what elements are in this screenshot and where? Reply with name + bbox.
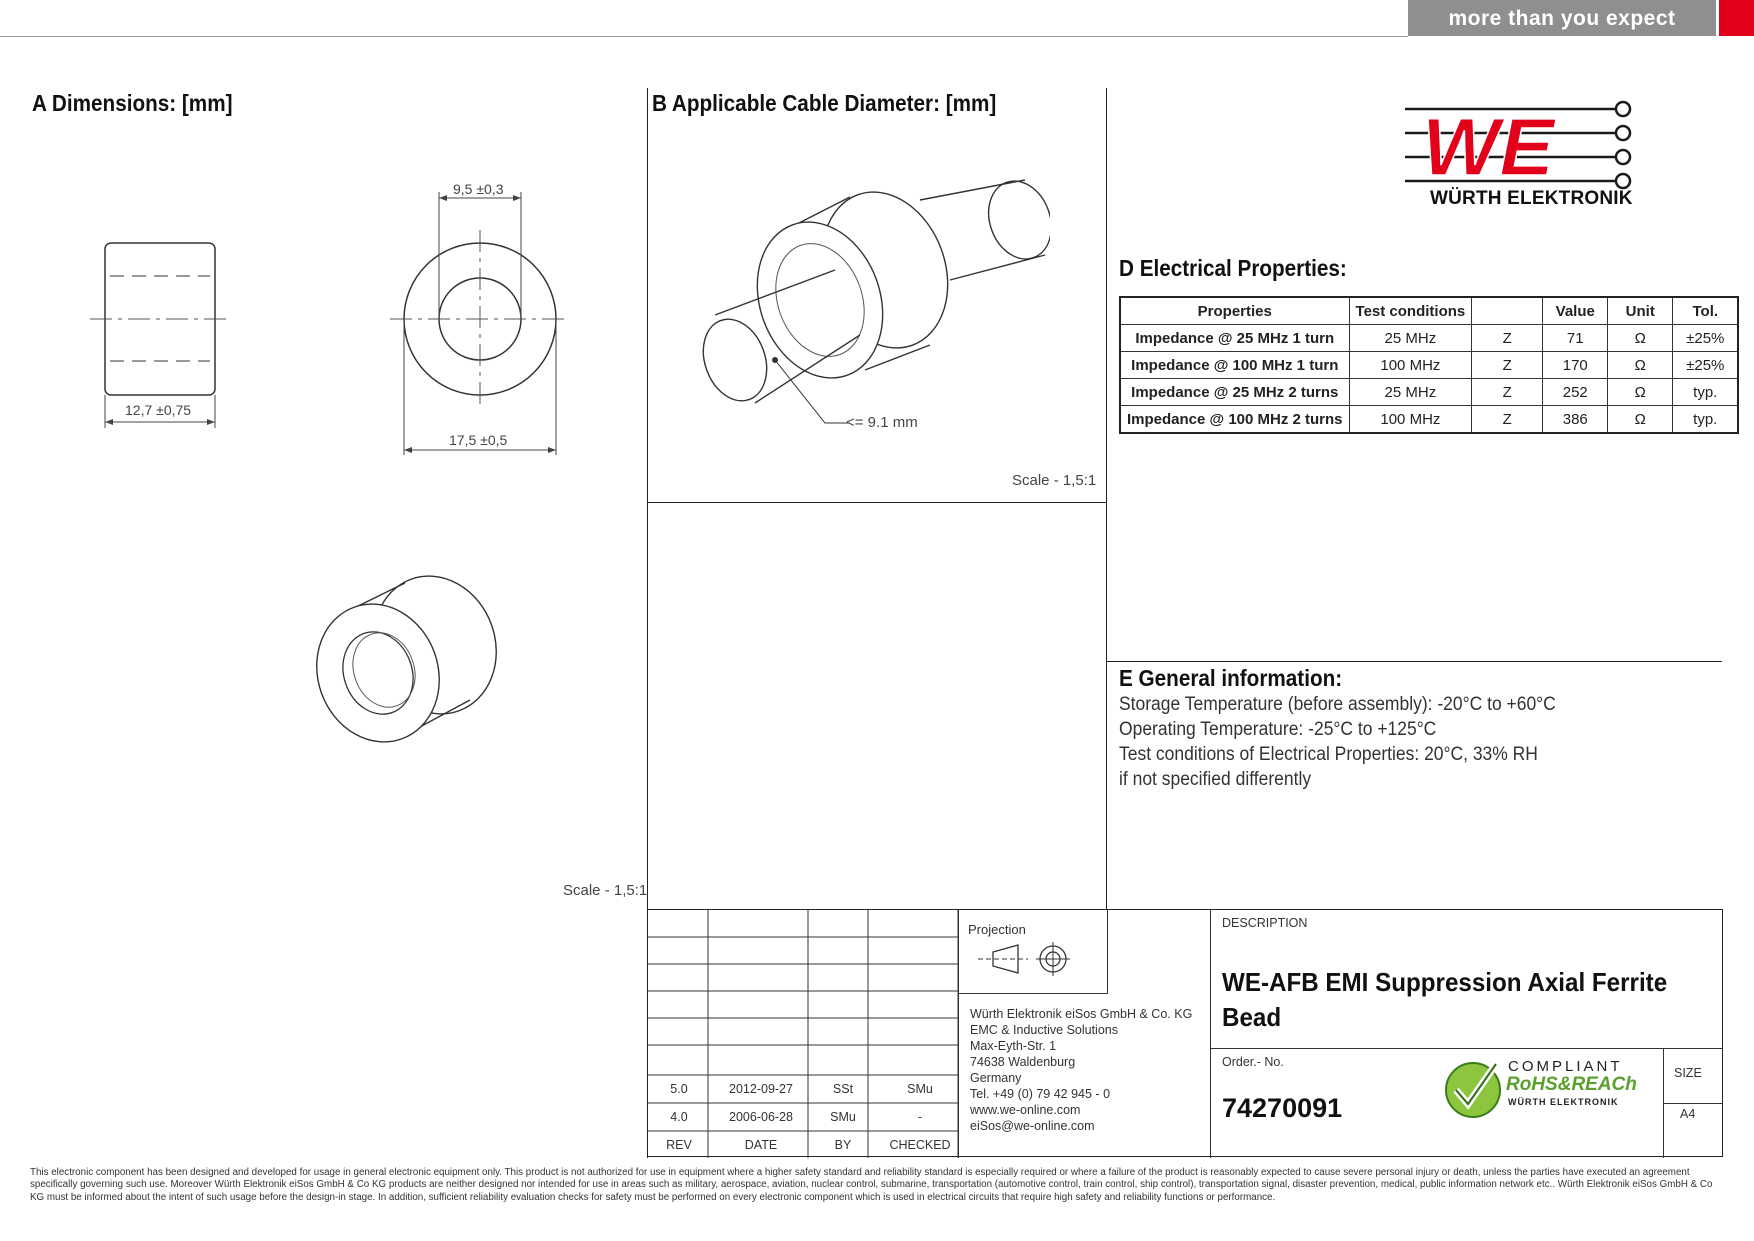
description-label: DESCRIPTION [1222, 916, 1308, 930]
table-cell: 170 [1543, 352, 1608, 379]
size-value: A4 [1680, 1107, 1696, 1121]
table-cell: ±25% [1673, 352, 1739, 379]
table-cell: Impedance @ 100 MHz 2 turns [1120, 406, 1349, 434]
table-cell: Ω [1608, 379, 1673, 406]
dimension-drawing [80, 170, 580, 470]
title-block [647, 909, 1723, 1157]
table-row [1120, 379, 1738, 406]
rev-cell: 2006-06-28 [729, 1110, 793, 1124]
header-rule [0, 36, 1408, 37]
disclaimer-text: This electronic component has been designed and developed for usage in general electronic equipment only. This product is not authorized for use in equipment where a higher safety standard and reliability standard is especially required or where a failure of the product is reasonably expected to cause severe personal injury or death, unless the parties have executed an agreement specifically governing such use. Moreover Würth Elektronik eiSos GmbH & Co KG products are neither designed nor intended for use in areas such as military, aerospace, aviation, nuclear control, submarine, transportation (automotive control, train control, ship control), transportation signal, disaster prevention, medical, public information network etc.. Würth Elektronik eiSos GmbH & Co KG must be informed about the intent of such usage before the design-in stage. In addition, sufficient reliability evaluation checks for safety must be performed on every electronic component which is used in electrical circuits that require high safety and reliability functions or performance. [30, 1167, 1713, 1203]
divider-b-d [1106, 88, 1107, 910]
accent-block [1719, 0, 1754, 36]
section-e-title: E General information: [1119, 665, 1343, 691]
description-line: WE-AFB EMI Suppression Axial Ferrite [1222, 967, 1668, 997]
rev-cell: 2012-09-27 [729, 1082, 793, 1096]
table-cell: 25 MHz [1349, 379, 1472, 406]
divider-b-lower [647, 502, 1107, 503]
company-line: Max-Eyth-Str. 1 [970, 1039, 1057, 1053]
rev-header: CHECKED [889, 1137, 951, 1152]
table-cell: Z [1472, 325, 1543, 352]
section-a-scale: Scale - 1,5:1 [563, 882, 648, 899]
dim-inner-label: 9,5 ±0,3 [453, 181, 504, 197]
info-line-test-conditions: Test conditions of Electrical Properties: 20°C, 33% RH [1119, 744, 1538, 765]
company-line: Tel. +49 (0) 79 42 945 - 0 [970, 1087, 1111, 1101]
rohs-compliant-label: COMPLIANT [1508, 1058, 1623, 1075]
table-cell: typ. [1673, 406, 1739, 434]
bead-3d-view [310, 575, 530, 765]
table-cell: Impedance @ 25 MHz 1 turn [1120, 325, 1349, 352]
rev-header: REV [666, 1137, 692, 1152]
order-number: 74270091 [1222, 1093, 1343, 1123]
rohs-company-label: WÜRTH ELEKTRONIK [1508, 1097, 1619, 1107]
revision-table [648, 1075, 966, 1158]
company-address [970, 1006, 1192, 1134]
revision-header-row [648, 1131, 966, 1158]
size-label: SIZE [1674, 1066, 1702, 1080]
table-cell: 25 MHz [1349, 325, 1472, 352]
table-cell: Z [1472, 352, 1543, 379]
logo-text: WÜRTH ELEKTRONIK [1430, 188, 1633, 209]
table-cell: Z [1472, 406, 1543, 434]
product-description [1222, 965, 1667, 1035]
description-divider [1210, 910, 1211, 1158]
table-cell: 100 MHz [1349, 352, 1472, 379]
rev-cell: - [917, 1110, 923, 1124]
info-line-operating: Operating Temperature: -25°C to +125°C [1119, 719, 1437, 740]
tagline-banner: more than you expect [1408, 0, 1716, 36]
table-row [1120, 406, 1738, 434]
svg-text:WE: WE [1422, 102, 1555, 193]
cable-diameter-label: <= 9.1 mm [846, 414, 918, 431]
electrical-properties-table [1119, 296, 1739, 434]
cable-drawing [700, 175, 1050, 435]
company-line: EMC & Inductive Solutions [970, 1023, 1118, 1037]
table-cell: Impedance @ 25 MHz 2 turns [1120, 379, 1349, 406]
table-cell: 386 [1543, 406, 1608, 434]
info-line-note: if not specified differently [1119, 769, 1312, 790]
size-mid-divider [1663, 1103, 1722, 1104]
col-symbol [1472, 297, 1543, 325]
revision-row [648, 1075, 966, 1103]
rev-header: BY [834, 1137, 852, 1152]
company-line: 74638 Waldenburg [970, 1055, 1076, 1069]
divider-d-e [1106, 661, 1722, 662]
table-cell: ±25% [1673, 325, 1739, 352]
col-test-conditions: Test conditions [1349, 297, 1472, 325]
col-tol: Tol. [1673, 297, 1739, 325]
col-unit: Unit [1608, 297, 1673, 325]
table-cell: 100 MHz [1349, 406, 1472, 434]
rev-cell: SMu [830, 1110, 856, 1124]
rev-cell: SSt [832, 1082, 854, 1096]
projection-label: Projection [968, 922, 1026, 937]
section-b-title: B Applicable Cable Diameter: [mm] [652, 90, 997, 116]
rev-header: DATE [744, 1137, 778, 1152]
company-line: eiSos@we-online.com [970, 1119, 1095, 1133]
company-block-border [958, 993, 959, 1158]
dim-length-label: 12,7 ±0,75 [125, 402, 192, 418]
order-divider [1210, 1048, 1722, 1049]
table-cell: Ω [1608, 352, 1673, 379]
rev-cell: SMu [907, 1082, 933, 1096]
company-line: Germany [970, 1071, 1022, 1085]
table-row [1120, 325, 1738, 352]
projection-symbol-icon [973, 940, 1083, 980]
col-value: Value [1543, 297, 1608, 325]
rev-cell: 5.0 [670, 1082, 688, 1096]
dim-outer-label: 17,5 ±0,5 [449, 432, 508, 448]
table-cell: 71 [1543, 325, 1608, 352]
table-cell: typ. [1673, 379, 1739, 406]
order-label: Order.- No. [1222, 1055, 1284, 1069]
rohs-reach-label: RoHS&REACh [1506, 1074, 1637, 1095]
table-cell: Z [1472, 379, 1543, 406]
table-row [1120, 352, 1738, 379]
table-header-row [1120, 297, 1738, 325]
section-b-scale: Scale - 1,5:1 [1012, 472, 1097, 489]
section-a-title: A Dimensions: [mm] [32, 90, 233, 116]
table-cell: Ω [1608, 325, 1673, 352]
company-line: www.we-online.com [970, 1103, 1081, 1117]
section-d-title: D Electrical Properties: [1119, 255, 1347, 281]
rohs-compliant-badge-icon [1438, 1052, 1508, 1122]
revision-row [648, 1103, 966, 1131]
table-cell: 252 [1543, 379, 1608, 406]
rev-cell: 4.0 [670, 1110, 688, 1124]
company-line: Würth Elektronik eiSos GmbH & Co. KG [970, 1007, 1193, 1021]
info-line-storage: Storage Temperature (before assembly): -20°C to +60°C [1119, 694, 1556, 715]
description-line: Bead [1222, 1002, 1282, 1032]
table-cell: Ω [1608, 406, 1673, 434]
table-cell: Impedance @ 100 MHz 1 turn [1120, 352, 1349, 379]
col-properties: Properties [1120, 297, 1349, 325]
